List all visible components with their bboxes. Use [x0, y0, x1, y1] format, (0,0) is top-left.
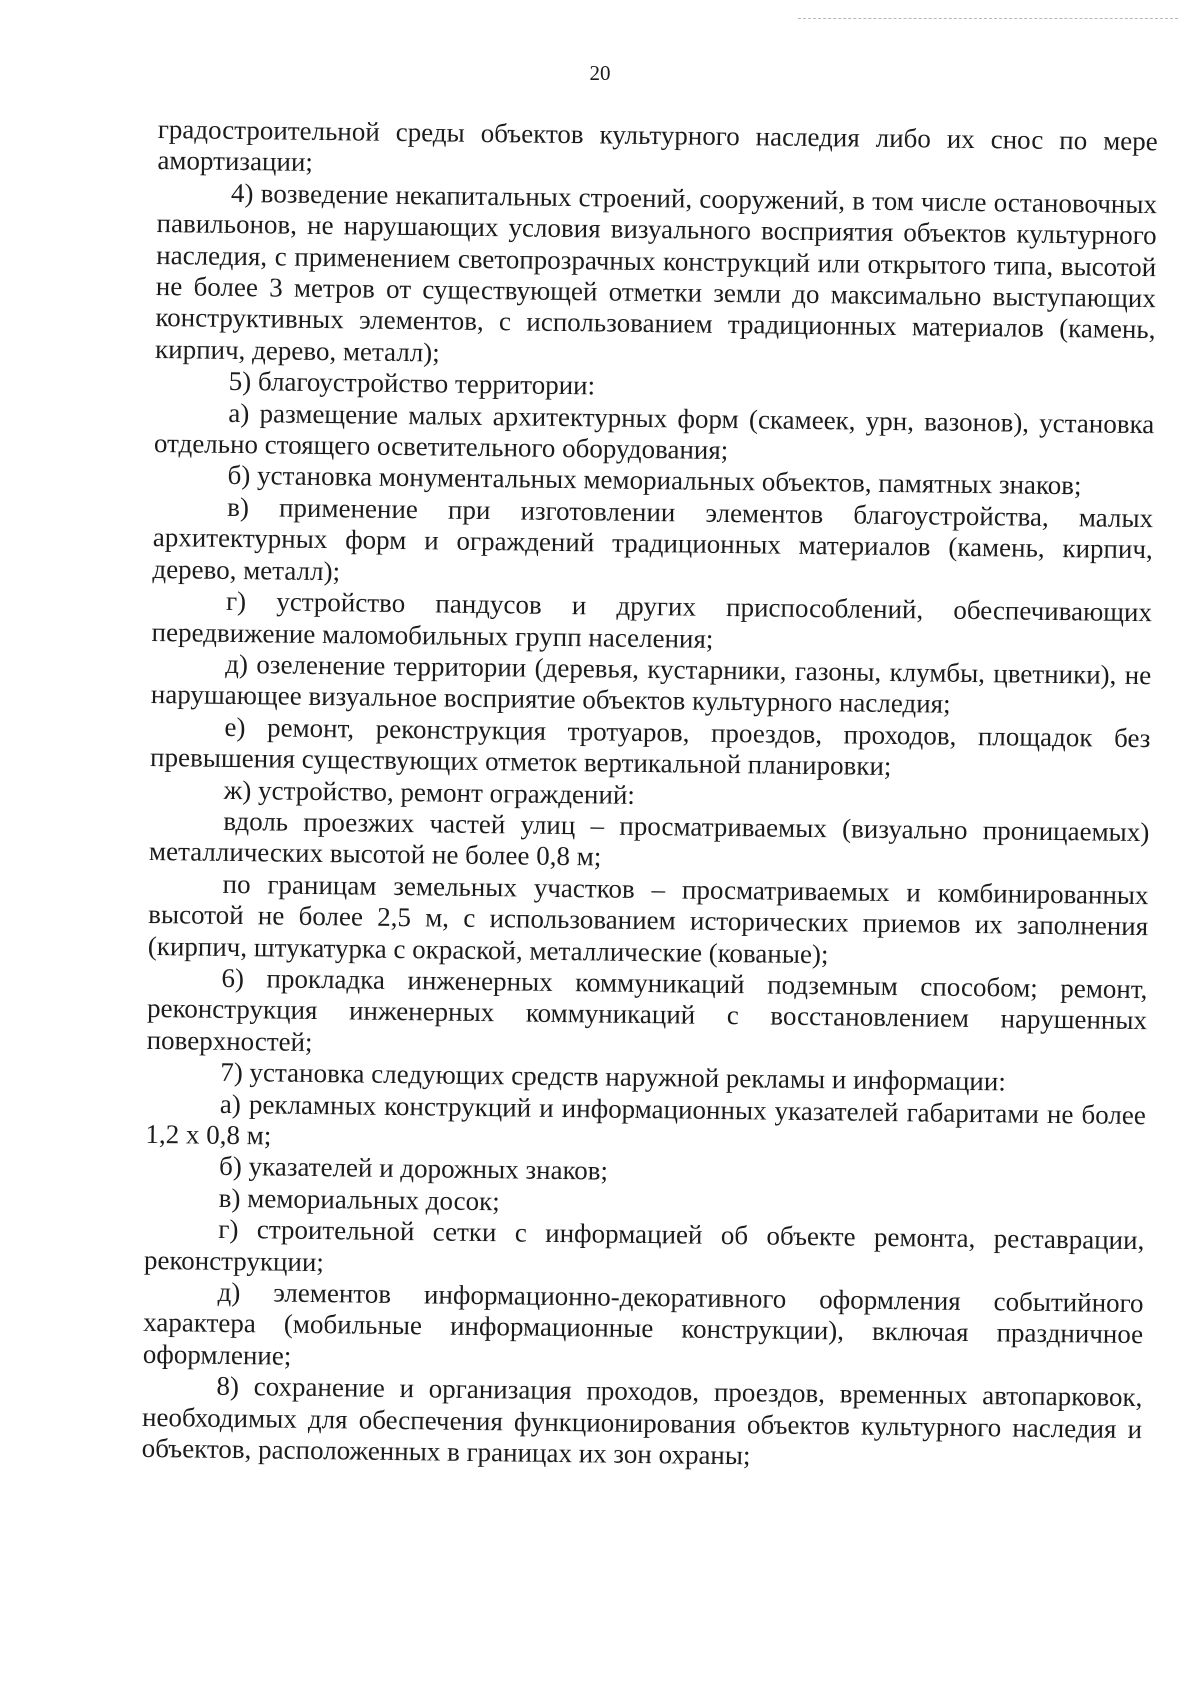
paragraph-item-7a: а) рекламных конструкций и информационных указателей габаритами не более 1,2 х 0,8 м; — [145, 1088, 1147, 1151]
paragraph-item-7b: б) указателей и дорожных знаков; — [218, 1151, 609, 1186]
paragraph-fence-streets: вдоль проезжих частей улиц – просматриваемых (визуально проницаемых) металлических высотой не более 0,8 м; — [148, 805, 1150, 872]
paragraph-item-7v: в) мемориальных досок; — [218, 1182, 500, 1217]
paragraph-item-7d: д) элементов информационно-декоративного оформления событийного характера (мобильные информационные конструкции), включая праздничное оформление; — [142, 1276, 1144, 1371]
paragraph-item-8: 8) сохранение и организация проходов, проездов, временных автопарковок, необходимых для обеспечения функционирования объектов культурного наследия и объектов, расположенных в границах их зон охраны; — [141, 1371, 1143, 1471]
page-number: 20 — [589, 61, 611, 85]
paragraph-fence-boundaries: по границам земельных участков – просматриваемых и комбинированных высотой не более 2,5 м, с использованием исторических приемов их заполнения (кирпич, штукатурка с окраской, металлические (кованые); — [147, 868, 1149, 969]
paragraph-item-4: 4) возведение некапитальных строений, сооружений, в том числе остановочных павильонов, не нарушающих условия визуального восприятия объектов культурного наследия, с применением светопрозрачных конструкций или открытого типа, высотой не более 3 метров от существующей отметки земли до максимально выступающих конструктивных элементов, с использованием традиционных материалов (камень, кирпич, дерево, металл); — [154, 177, 1158, 368]
scan-artifact-line — [798, 18, 1178, 19]
paragraph-item-5zh: ж) устройство, ремонт ограждений: — [223, 774, 636, 810]
paragraph-item-7: 7) установка следующих средств наружной рекламы и информации: — [220, 1057, 1007, 1097]
paragraph-item-5e: е) ремонт, реконструкция тротуаров, проездов, проходов, площадок без превышения существующих отметок вертикальной планировки; — [149, 711, 1151, 782]
paragraph-item-5d: д) озеленение территории (деревья, кустарники, газоны, клумбы, цветники), не нарушающее визуальное восприятие объектов культурного наследия; — [150, 648, 1152, 720]
paragraph-item-5v: в) применение при изготовлении элементов благоустройства, малых архитектурных форм и ограждений традиционных материалов (камень, кирпич, дерево, металл); — [152, 491, 1154, 586]
paragraph-item-5g: г) устройство пандусов и других приспособлений, обеспечивающих передвижение маломобильных групп населения; — [151, 585, 1153, 654]
paragraph-item-7g: г) строительной сетки с информацией об объекте ремонта, реставрации, реконструкции; — [143, 1214, 1145, 1277]
paragraph-item-5b: б) установка монументальных мемориальных объектов, памятных знаков; — [227, 460, 1082, 501]
paragraph-continuation: градостроительной среды объектов культурного наследия либо их снос по мере амортизации; — [157, 114, 1158, 178]
paragraph-item-5a: а) размещение малых архитектурных форм (скамеек, урн, вазонов), установка отдельно стоящего осветительного оборудования; — [153, 397, 1155, 466]
paragraph-item-6: 6) прокладка инженерных коммуникаций подземным способом; ремонт, реконструкция инженерных коммуникаций с восстановлением нарушенных поверхностей; — [146, 962, 1148, 1057]
paragraph-item-5: 5) благоустройство территории: — [228, 366, 596, 401]
document-body — [142, 114, 1158, 1477]
